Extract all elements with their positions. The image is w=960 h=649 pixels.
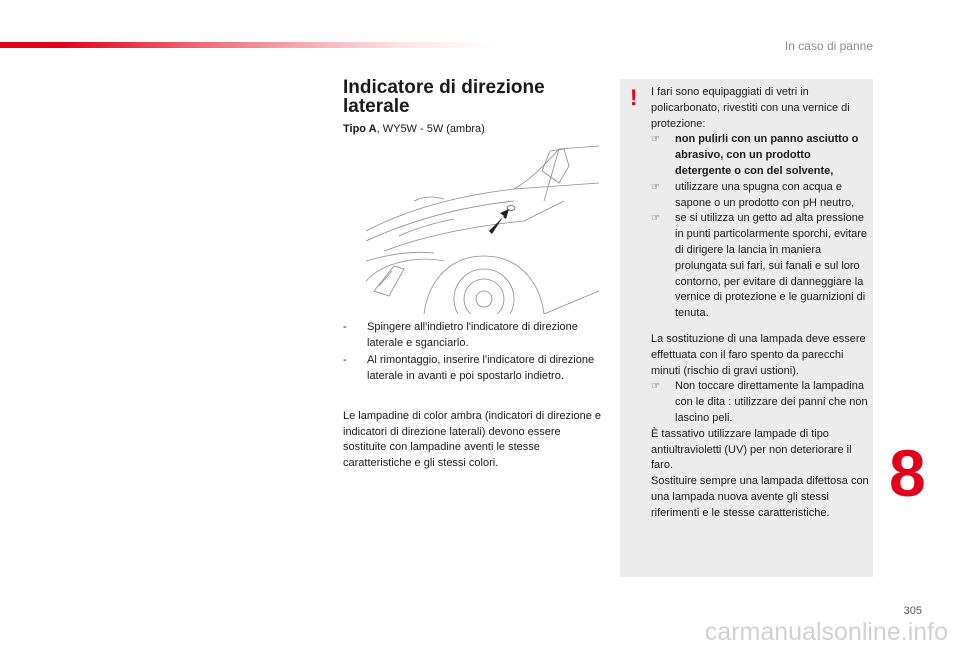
list-item: ☞ non pulirli con un panno asciutto o abrasivo, con un prodotto detergente o con del solvente,: [651, 133, 859, 177]
warning-list-2: [651, 379, 869, 426]
procedure-steps: [343, 320, 605, 386]
exclamation-icon: !: [630, 85, 638, 110]
warning-paragraph: È tassativo utilizzare lampade di tipo antiultravioletti (UV) per non deteriorare il faro.: [651, 427, 852, 472]
header-accent-bar: [0, 42, 500, 48]
amber-bulb-note: Le lampadine di color ambra (indicatori di direzione e indicatori di direzione laterali) devono essere sostituite con lampadine aventi le stesse caratteristiche e gli stessi colori.: [343, 410, 602, 470]
arrow-icon: ☞: [651, 181, 660, 193]
page-number: 305: [903, 605, 922, 617]
arrow-icon: ☞: [651, 381, 660, 393]
watermark: carmanualsonline.info: [704, 618, 948, 646]
page-title: Indicatore di direzione laterale: [343, 77, 545, 117]
warning-content: [651, 85, 869, 522]
warning-paragraph: La sostituzione di una lampada deve essere effettuata con il faro spento da parecchi minuti (rischio di gravi ustioni).: [651, 332, 866, 377]
bulb-type: [343, 123, 485, 135]
chapter-number: 8: [889, 436, 926, 510]
side-indicator-illustration: [364, 141, 599, 314]
bulb-type-value: , WY5W - 5W (ambra): [376, 123, 485, 135]
warning-box: [620, 79, 873, 577]
bulb-type-label: Tipo A: [343, 123, 377, 135]
arrow-icon: ☞: [651, 213, 660, 225]
list-item: - Spingere all'indietro l'indicatore di direzione laterale e sganciarlo.: [343, 321, 578, 349]
section-title: In caso di panne: [784, 39, 873, 53]
list-item: ☞ utilizzare una spugna con acqua e sapone o un prodotto con pH neutro,: [651, 180, 855, 209]
list-item: - Al rimontaggio, inserire l'indicatore di direzione laterale in avanti e poi spostarlo indietro.: [343, 354, 595, 382]
warning-list: [651, 132, 869, 322]
warning-paragraph: Sostituire sempre una lampada difettosa con una lampada nuova avente gli stessi riferimenti e le stesse caratteristiche.: [651, 475, 869, 519]
list-item: ☞ Non toccare direttamente la lampadina con le dita : utilizzare dei panni che non lascino peli.: [651, 380, 868, 424]
warning-intro: I fari sono equipaggiati di vetri in policarbonato, rivestiti con una vernice di protezione:: [651, 86, 850, 130]
arrow-icon: ☞: [651, 134, 660, 146]
list-item: ☞ se si utilizza un getto ad alta pressione in punti particolarmente sporchi, evitare di dirigere la lancia in maniera prolungata sui fari, sui fanali e sul loro contorno, per evitare di danneggiare la vernice di protezione e le guarnizioni di tenuta.: [651, 212, 867, 320]
